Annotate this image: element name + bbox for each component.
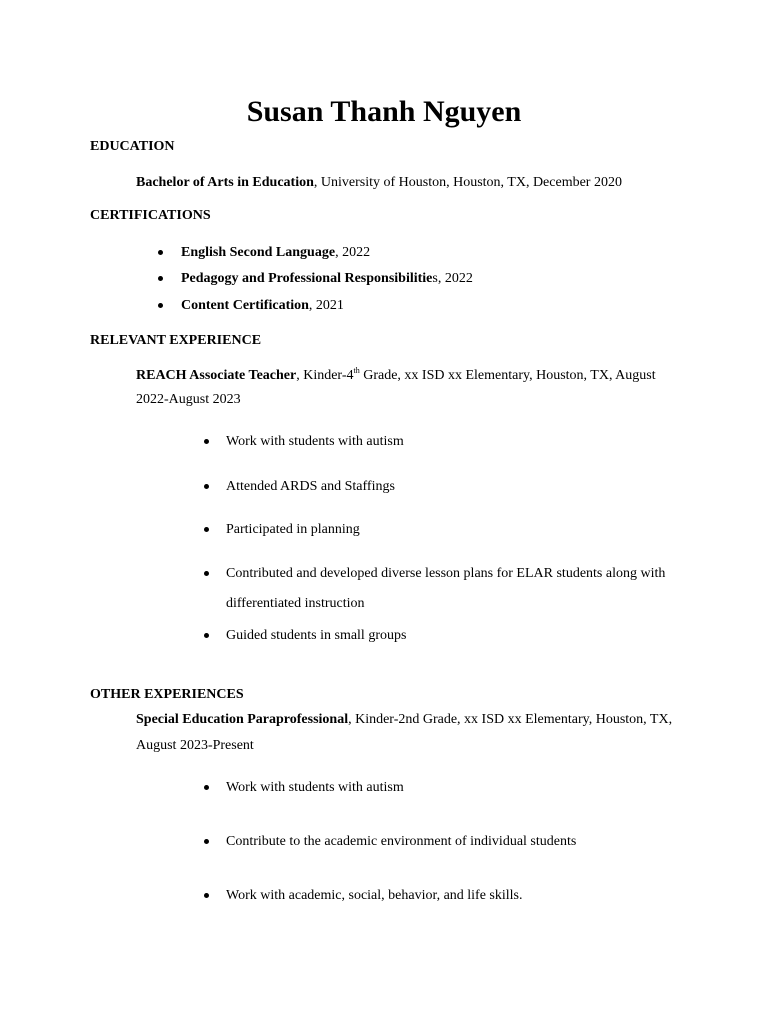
experience-bullet-text: Contributed and developed diverse lesson plans for ELAR students along with [226,566,666,581]
job-detail: , Kinder-2nd Grade, xx ISD xx Elementary, Houston, TX, [348,712,673,727]
certification-name: Pedagogy and Professional Responsibilitie [181,271,433,286]
bullet-icon [204,839,209,844]
bullet-icon [158,303,163,308]
experience-bullet-text: Work with students with autism [226,780,404,795]
experience-bullet-text: Participated in planning [226,522,360,537]
job-detail-superscript: th [353,366,360,375]
job-title-line [136,367,656,385]
relevant-experience-heading: RELEVANT EXPERIENCE [90,333,262,348]
certification-year: s, 2022 [432,271,473,286]
experience-bullet-text: Contribute to the academic environment of individual students [226,834,577,849]
other-experiences-heading: OTHER EXPERIENCES [90,687,244,702]
job-title: Special Education Paraprofessional [136,712,349,727]
job-detail: , Kinder-4 [296,368,354,383]
bullet-icon [158,276,163,281]
candidate-name: Susan Thanh Nguyen [246,95,522,128]
experience-bullet-text: Guided students in small groups [226,628,407,643]
experience-bullet-text: Attended ARDS and Staffings [226,479,395,494]
job-detail: Grade, xx ISD xx Elementary, Houston, TX, August [359,368,656,383]
bullet-icon [204,893,209,898]
education-heading: EDUCATION [90,139,175,154]
experience-bullet-text: Work with students with autism [226,434,404,449]
certification-item [181,244,370,262]
certification-year: , 2022 [335,245,371,260]
bullet-icon [204,633,209,638]
bullet-icon [204,439,209,444]
certification-year: , 2021 [308,298,344,313]
experience-bullet-text: Work with academic, social, behavior, and life skills. [226,888,523,903]
certification-name: English Second Language [181,245,336,260]
degree-title: Bachelor of Arts in Education [136,175,314,190]
certification-item [181,297,344,315]
bullet-icon [204,527,209,532]
certification-name: Content Certification [181,298,309,313]
job-dates: 2022-August 2023 [136,392,241,407]
certifications-heading: CERTIFICATIONS [90,208,211,223]
job-title-line [136,711,672,729]
bullet-icon [158,250,163,255]
education-entry [136,174,622,192]
bullet-icon [204,484,209,489]
bullet-icon [204,785,209,790]
job-dates: August 2023-Present [136,738,254,753]
certification-item [181,270,473,288]
job-title: REACH Associate Teacher [136,368,297,383]
experience-bullet-continuation: differentiated instruction [226,596,365,611]
bullet-icon [204,571,209,576]
degree-details: , University of Houston, Houston, TX, December 2020 [313,175,622,190]
